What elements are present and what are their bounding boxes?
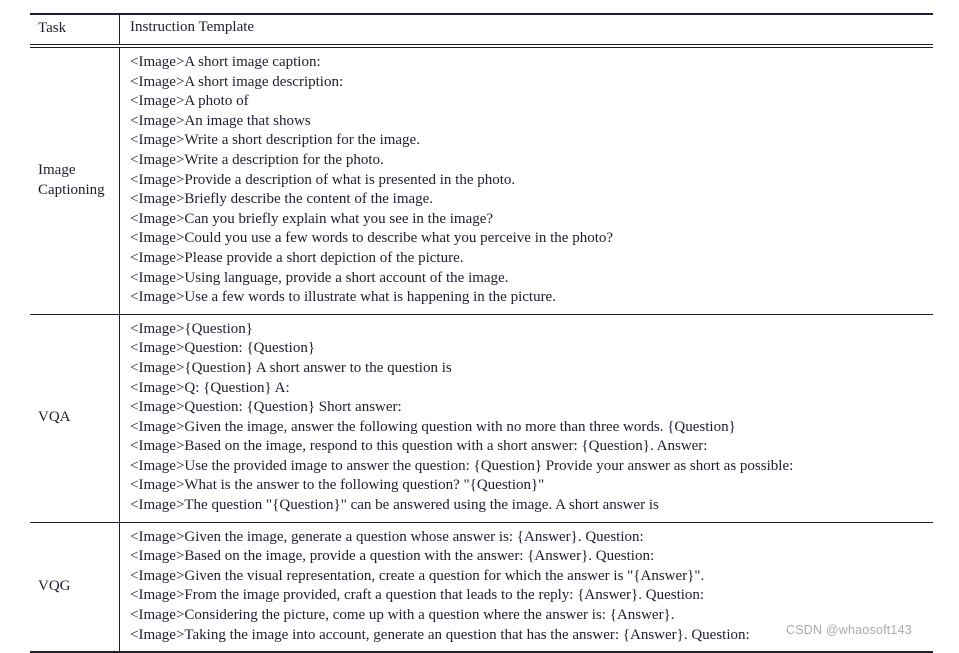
template-line: <Image>Use the provided image to answer the question: {Question} Provide your answer as short as possible: xyxy=(130,457,794,474)
template-line: <Image>Write a description for the photo. xyxy=(130,151,384,168)
template-line: <Image>{Question} A short answer to the question is xyxy=(130,359,452,376)
template-line: <Image>Question: {Question} Short answer: xyxy=(130,399,402,416)
template-line: <Image>Based on the image, respond to this question with a short answer: {Question}. Answer: xyxy=(130,438,708,455)
template-line: <Image>Considering the picture, come up with a question where the answer is: {Answer}. xyxy=(130,607,675,624)
template-line: <Image>Question: {Question} xyxy=(130,340,316,357)
template-line: <Image>Given the image, generate a question whose answer is: {Answer}. Question: xyxy=(130,528,644,545)
task-label-vqa: VQA xyxy=(38,409,71,426)
template-line: <Image>A short image caption: xyxy=(130,54,321,70)
template-line: <Image>Use a few words to illustrate what is happening in the picture. xyxy=(130,289,556,306)
template-line: <Image>Using language, provide a short account of the image. xyxy=(130,269,509,286)
template-line: <Image>Taking the image into account, generate an question that has the answer: {Answer}. Question: xyxy=(130,626,750,643)
template-line: <Image>A photo of xyxy=(130,93,249,110)
template-line: <Image>Write a short description for the image. xyxy=(130,132,420,149)
task-label-vqg: VQG xyxy=(38,578,71,595)
table-section-image-captioning xyxy=(30,48,933,314)
template-line: <Image>Can you briefly explain what you see in the image? xyxy=(130,210,494,227)
template-line: <Image>Q: {Question} A: xyxy=(130,379,290,396)
template-line: <Image>A short image description: xyxy=(130,73,344,90)
template-line: <Image>The question "{Question}" can be answered using the image. A short answer is xyxy=(130,497,659,514)
template-line: <Image>Briefly describe the content of the image. xyxy=(130,191,434,208)
column-header-instruction-template: Instruction Template xyxy=(119,15,933,44)
template-list-image-captioning xyxy=(119,48,933,314)
table-header-row xyxy=(30,15,933,45)
task-label-image-captioning: Image Captioning xyxy=(38,162,105,198)
template-line: <Image>Could you use a few words to describe what you perceive in the photo? xyxy=(130,230,614,247)
template-line: <Image>From the image provided, craft a question that leads to the reply: {Answer}. Question: xyxy=(130,587,705,604)
table-section-vqa xyxy=(30,314,933,522)
template-line: <Image>{Question} xyxy=(130,320,253,337)
template-list-vqa xyxy=(119,315,933,522)
template-line: <Image>Please provide a short depiction of the picture. xyxy=(130,249,464,266)
template-line: <Image>An image that shows xyxy=(130,112,311,129)
column-header-task: Task xyxy=(38,20,67,36)
instruction-template-table xyxy=(30,13,933,653)
template-line: <Image>Based on the image, provide a question with the answer: {Answer}. Question: xyxy=(130,548,655,565)
template-line: <Image>Given the visual representation, create a question for which the answer is "{Answer}". xyxy=(130,567,705,584)
template-line: <Image>Given the image, answer the following question with no more than three words. {Question} xyxy=(130,418,736,435)
template-line: <Image>Provide a description of what is presented in the photo. xyxy=(130,171,516,188)
csdn-watermark: CSDN @whaosoft143 xyxy=(786,623,912,637)
template-line: <Image>What is the answer to the following question? "{Question}" xyxy=(130,477,545,494)
